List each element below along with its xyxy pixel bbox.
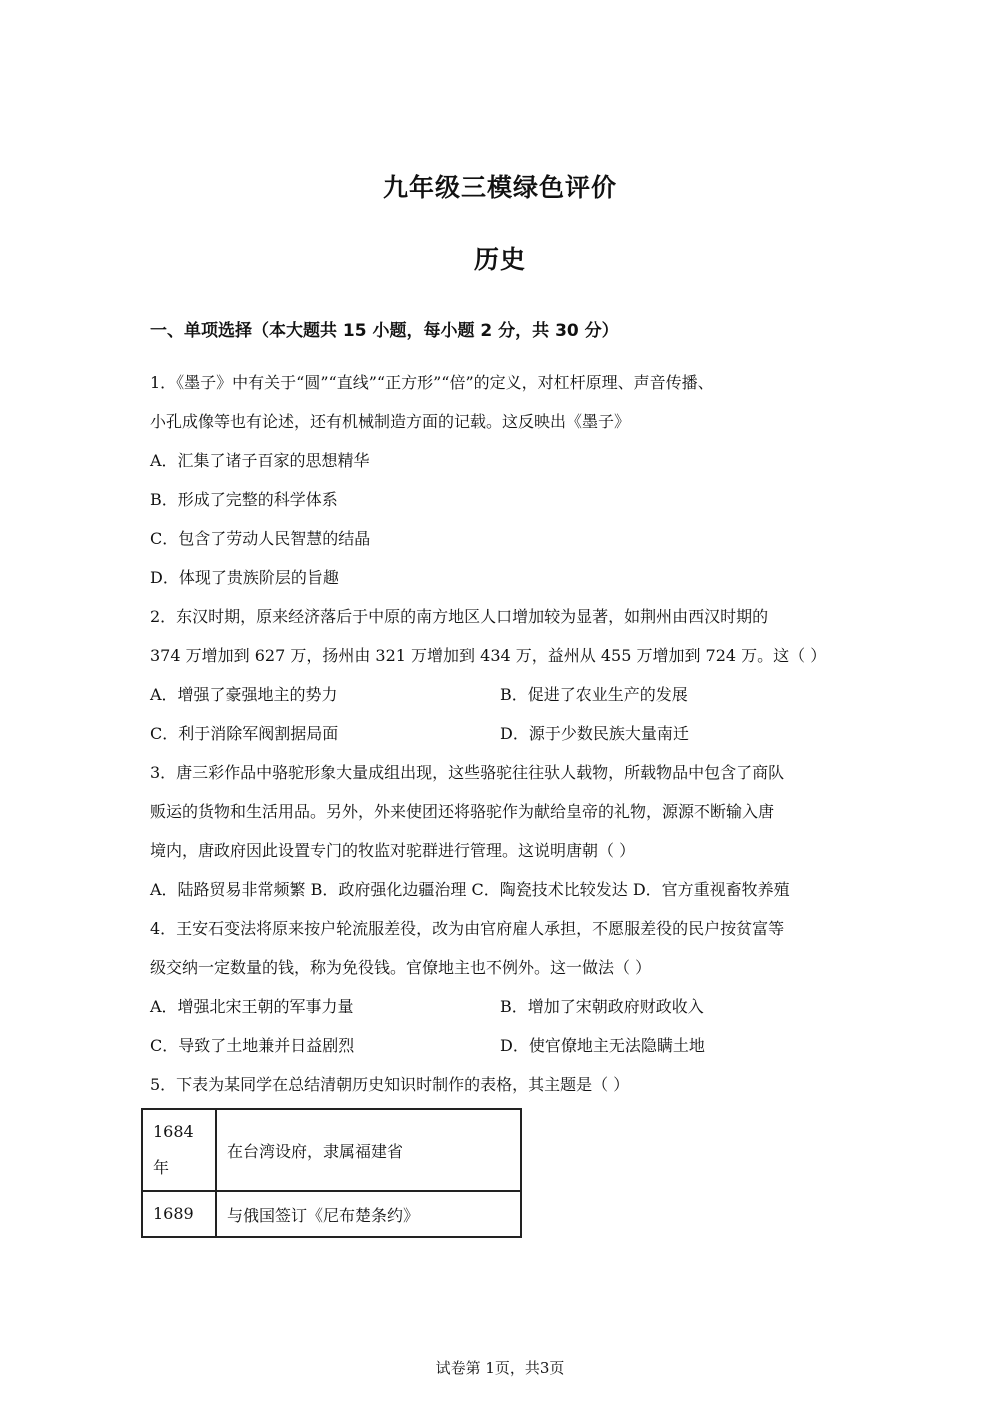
question-2-option-a: A．增强了豪强地主的势力	[150, 685, 338, 704]
page-footer: 试卷第 1页，共3页	[435, 1359, 565, 1377]
question-4-option-a: A．增强北宋王朝的军事力量	[150, 997, 354, 1016]
section-heading: 一、单项选择（本大题共 15 小题，每小题 2 分，共 30 分）	[150, 321, 619, 341]
question-3-stem-line-2: 贩运的货物和生活用品。另外，外来使团还将骆驼作为献给皇帝的礼物，源源不断输入唐	[150, 802, 775, 821]
question-2-option-d: D．源于少数民族大量南迁	[500, 724, 689, 743]
question-4-stem-line-1: 4．王安石变法将原来按户轮流服差役，改为由官府雇人承担，不愿服差役的民户按贫富等	[150, 919, 785, 938]
question-2-option-b: B．促进了农业生产的发展	[500, 685, 688, 704]
history-table	[141, 1108, 522, 1238]
question-1-option-b: B．形成了完整的科学体系	[150, 490, 338, 509]
question-5-stem: 5．下表为某同学在总结清朝历史知识时制作的表格，其主题是（ ）	[150, 1075, 630, 1094]
question-1-stem-line-2: 小孔成像等也有论述，还有机械制造方面的记载。这反映出《墨子》	[150, 412, 631, 431]
question-3-options: A．陆路贸易非常频繁 B．政府强化边疆治理 C．陶瓷技术比较发达 D．官方重视畜牧养殖	[150, 880, 790, 899]
question-4-option-c: C．导致了土地兼并日益剧烈	[150, 1036, 355, 1055]
table-row	[142, 1191, 521, 1237]
exam-title: 九年级三模绿色评价	[382, 173, 617, 202]
table-cell-year: 1684 年	[142, 1109, 216, 1191]
question-2-stem-line-1: 2．东汉时期，原来经济落后于中原的南方地区人口增加较为显著，如荆州由西汉时期的	[150, 607, 769, 626]
question-4-option-d: D．使官僚地主无法隐瞒土地	[500, 1036, 705, 1055]
question-2-stem-line-2: 374 万增加到 627 万，扬州由 321 万增加到 434 万，益州从 455 万增加到 724 万。这（ ）	[150, 646, 827, 665]
question-3-stem-line-3: 境内，唐政府因此设置专门的牧监对驼群进行管理。这说明唐朝（ ）	[150, 841, 636, 860]
table-cell-event: 与俄国签订《尼布楚条约》	[216, 1191, 521, 1237]
question-1-option-d: D．体现了贵族阶层的旨趣	[150, 568, 339, 587]
question-4-option-b: B．增加了宋朝政府财政收入	[500, 997, 704, 1016]
question-1-option-a: A．汇集了诸子百家的思想精华	[150, 451, 370, 470]
table-row	[142, 1109, 521, 1191]
question-4-stem-line-2: 级交纳一定数量的钱，称为免役钱。官僚地主也不例外。这一做法（ ）	[150, 958, 652, 977]
table-cell-event: 在台湾设府，隶属福建省	[216, 1109, 521, 1191]
question-3-stem-line-1: 3．唐三彩作品中骆驼形象大量成组出现，这些骆驼往往驮人载物，所载物品中包含了商队	[150, 763, 785, 782]
question-2-option-c: C．利于消除军阀割据局面	[150, 724, 339, 743]
subject-title: 历史	[473, 245, 526, 274]
question-1-option-c: C．包含了劳动人民智慧的结晶	[150, 529, 371, 548]
table-cell-year: 1689	[142, 1191, 216, 1237]
question-1-stem-line-1: 1．《墨子》中有关于“圆”“直线”“正方形”“倍”的定义，对杠杆原理、声音传播、	[150, 373, 714, 392]
